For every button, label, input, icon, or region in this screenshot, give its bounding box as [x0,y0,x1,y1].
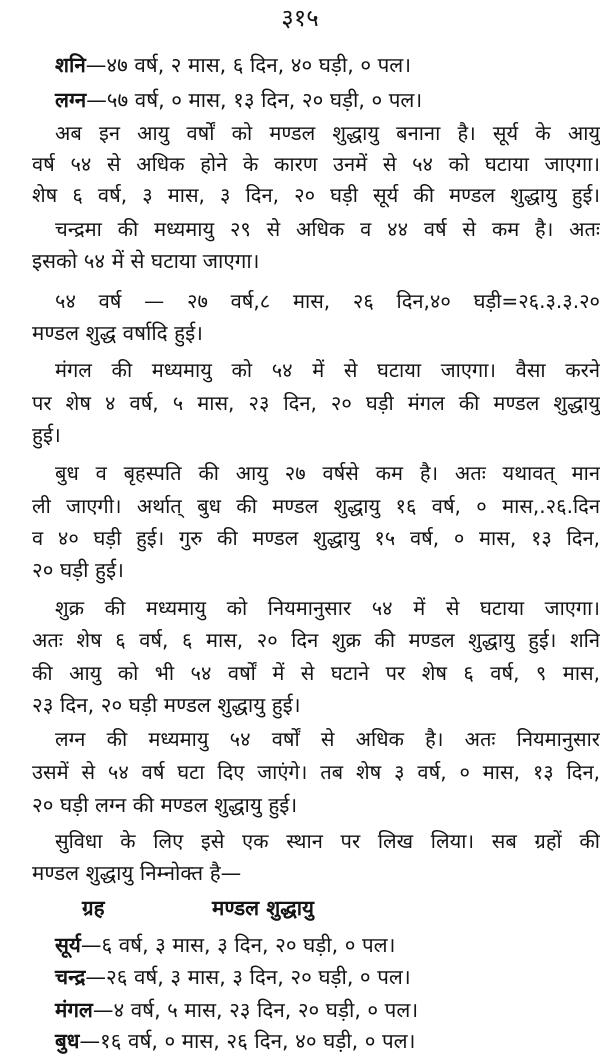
planet-label: चन्द्र [55,965,86,989]
text-line: २० घड़ी हुई। [32,558,124,582]
text-line: मण्डल शुद्ध वर्षादि हुई। [32,321,203,345]
table-header-graha: ग्रह [82,896,105,920]
text-line: शुक्र की मध्यमायु को नियमानुसार ५४ में से घटाया जाएगा। [55,596,600,620]
planet-label: मंगल [55,998,93,1022]
line-text: —४७ वर्ष, २ मास, ६ दिन, ४० घड़ी, ० पल। [85,53,412,77]
text-line: उसमें से ५४ वर्ष घटा दिए जाएंगे। तब शेष ३ वर्ष, ० मास, १३ दिन, [32,760,600,784]
text-line: की आयु को भी ५४ वर्षों में से घटाने पर शेष ६ वर्ष, ९ मास, [32,661,600,685]
text-line: वर्ष ५४ से अधिक होने के कारण उनमें से ५४ को घटाया जाएगा। [32,152,600,176]
text-line-lagna [55,85,422,116]
text-line: २० घड़ी लग्न की मण्डल शुद्धायु हुई। [32,793,298,817]
text-line: शेष ६ वर्ष, ३ मास, ३ दिन, २० घड़ी सूर्य की मण्डल शुद्धायु हुई। [32,183,600,207]
row-text: —१६ वर्ष, ० मास, २६ दिन, ४० घड़ी, ० पल। [79,1029,416,1053]
text-line: सुविधा के लिए इसे एक स्थान पर लिख लिया। सब ग्रहों की [55,829,600,853]
planet-label: सूर्य [55,933,81,957]
row-text: —४ वर्ष, ५ मास, २३ दिन, २० घड़ी, ० पल। [92,998,419,1022]
text-line: अब इन आयु वर्षों को मण्डल शुद्धायु बनाना है। सूर्य के आयु [55,121,600,145]
text-line: व ४० घड़ी हुई। गुरु की मण्डल शुद्धायु १५ वर्ष, ० मास, १३ दिन, [32,526,600,550]
text-line: मंगल की मध्यमायु को ५४ में से घटाया जाएगा। वैसा करने [55,358,600,382]
row-text: —२६ वर्ष, ३ मास, ३ दिन, २० घड़ी, ० पल। [85,965,411,989]
text-line: अतः शेष ६ वर्ष, ६ मास, २० दिन शुक्र की मण्डल शुद्धायु हुई। शनि [32,628,600,652]
text-line: मण्डल शुद्धायु निम्नोक्त है— [32,861,242,885]
planet-label: बुध [55,1029,80,1053]
row-text: —६ वर्ष, ३ मास, ३ दिन, २० घड़ी, ० पल। [80,933,396,957]
planet-label: लग्न [55,88,87,112]
planet-label: शनि [55,53,86,77]
text-line: ली जाएगी। अर्थात् बुध की मण्डल शुद्धायु १६ वर्ष, ० मास,.२६.दिन [32,494,600,518]
text-line: २३ दिन, २० घड़ी मण्डल शुद्धायु हुई। [32,693,301,717]
text-line: इसको ५४ में से घटाया जाएगा। [32,249,260,273]
text-line: हुई। [32,423,61,447]
text-line-shani [55,50,411,81]
table-row [55,995,418,1026]
text-line: बुध व बृहस्पति की आयु २७ वर्षसे कम है। अतः यथावत् मान [55,461,600,485]
table-row [55,930,395,961]
text-line: लग्न की मध्यमायु ५४ वर्षों से अधिक है। अतः नियमानुसार [55,727,600,751]
page-number: ३१५ [281,4,319,32]
line-text: —५७ वर्ष, ० मास, १३ दिन, २० घड़ी, ० पल। [86,88,423,112]
table-header-shuddhayu: मण्डल शुद्धायु [212,896,314,920]
text-line: चन्द्रमा की मध्यमायु २९ से अधिक व ४४ वर्ष से कम है। अतः [55,217,600,241]
text-line: ५४ वर्ष — २७ वर्ष,८ मास, २६ दिन,४० घड़ी=२६.३.३.२० [55,289,600,313]
table-row [55,962,411,993]
text-line: पर शेष ४ वर्ष, ५ मास, २३ दिन, २० घड़ी मंगल की मण्डल शुद्धायु [32,391,600,415]
table-row [55,1026,415,1057]
